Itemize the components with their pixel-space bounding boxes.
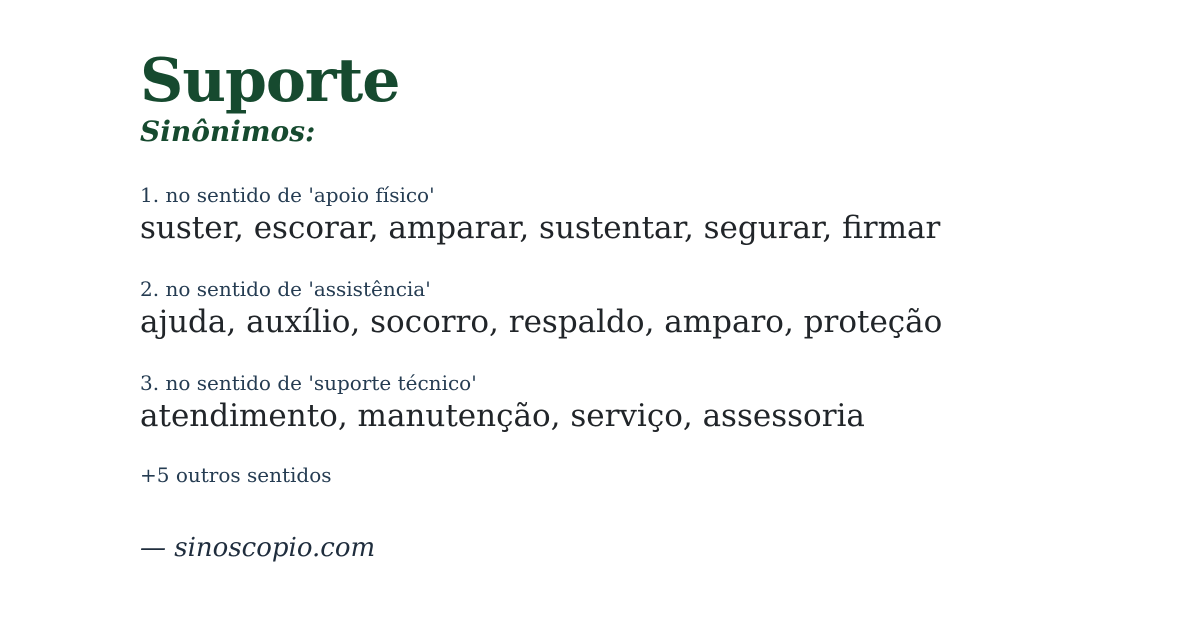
sense-group-3 [140, 370, 1140, 436]
sense-1-label: 1. no sentido de 'apoio físico' [140, 183, 435, 207]
sense-3-synonyms: atendimento, manutenção, serviço, assessoria [140, 397, 865, 434]
more-senses-link[interactable]: +5 outros sentidos [140, 463, 332, 488]
attribution-source: — sinoscopio.com [140, 533, 376, 564]
synonyms-subtitle: Sinônimos: [140, 115, 316, 148]
sense-1-synonyms: suster, escorar, amparar, sustentar, segurar, firmar [140, 210, 941, 246]
sense-2-synonyms: ajuda, auxílio, socorro, respaldo, amparo, proteção [140, 303, 943, 340]
sense-2-label: 2. no sentido de 'assistência' [140, 276, 431, 301]
sense-group-2 [140, 276, 1140, 342]
sense-group-1 [140, 182, 1140, 248]
senses-list [140, 182, 1140, 435]
page-title: Suporte [140, 46, 400, 116]
sense-3-label: 3. no sentido de 'suporte técnico' [140, 370, 477, 395]
